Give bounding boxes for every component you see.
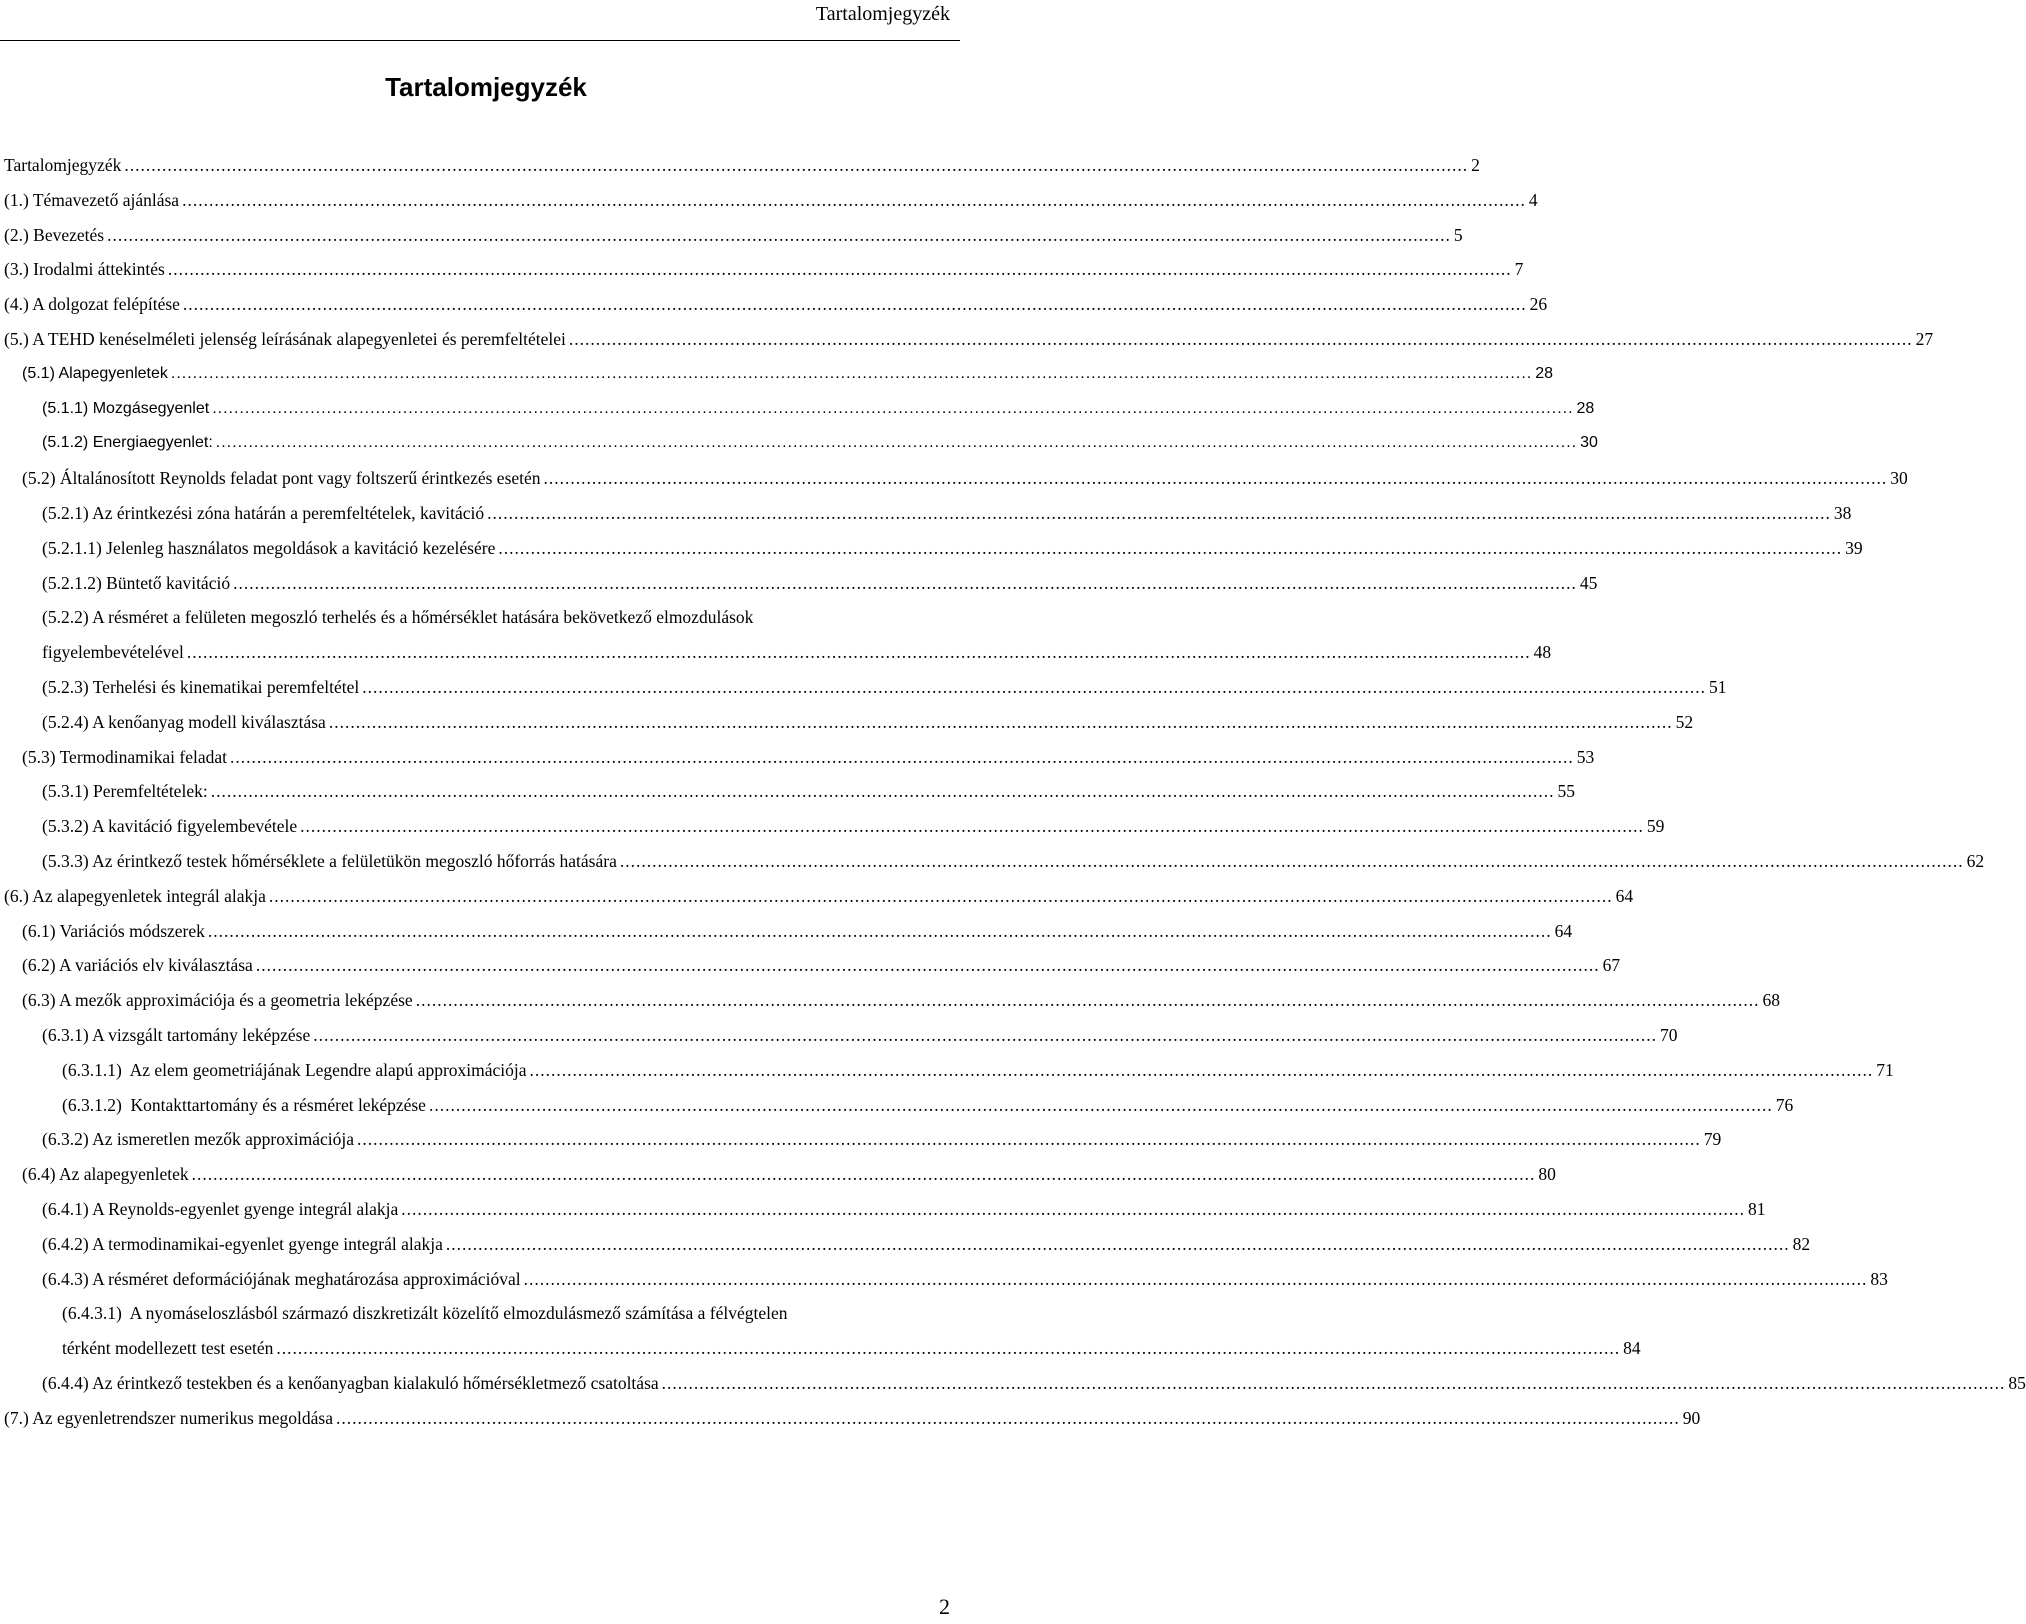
toc-entry-label: (6.2) A variációs elv kiválasztása <box>22 955 253 976</box>
toc-entry-label: (5.3.3) Az érintkező testek hőmérséklete a felületükön megoszló hőforrás hatására <box>42 850 617 871</box>
toc-entry-label: (6.4.4) Az érintkező testekben és a kenőanyagban kialakuló hőmérsékletmező csatoltása <box>42 1372 659 1393</box>
header-rule <box>0 40 960 41</box>
toc-entry[interactable] <box>0 705 1694 740</box>
toc-entry-page: 28 <box>1535 364 1553 382</box>
toc-entry-page: 67 <box>1602 955 1621 976</box>
toc-entry[interactable] <box>0 1227 1811 1262</box>
toc-entry[interactable] <box>0 531 1863 566</box>
toc-entry-page: 2 <box>1471 155 1480 175</box>
toc-entry-label: Tartalomjegyzék <box>4 155 122 175</box>
toc-entry-page: 53 <box>1576 746 1595 767</box>
dot-leader <box>124 148 1468 183</box>
toc-entry[interactable] <box>0 635 1552 670</box>
toc-entry-page: 64 <box>1615 885 1634 906</box>
toc-entry-page: 7 <box>1514 259 1524 280</box>
toc-entry-page: 38 <box>1833 502 1852 523</box>
toc-entry-page: 64 <box>1554 920 1573 941</box>
toc-entry-label: (6.1) Variációs módszerek <box>22 920 205 941</box>
dot-leader <box>233 566 1577 601</box>
toc-entry-label: (5.2) Általánosított Reynolds feladat pont vagy foltszerű érintkezés esetén <box>22 468 541 489</box>
dot-leader <box>544 461 1888 496</box>
dot-leader <box>269 879 1613 914</box>
toc-entry[interactable] <box>0 844 1985 879</box>
dot-leader <box>300 809 1644 844</box>
dot-leader <box>276 1331 1620 1366</box>
toc-entry-label: (7.) Az egyenletrendszer numerikus megoldása <box>4 1407 333 1428</box>
toc-entry[interactable] <box>0 322 1934 357</box>
dot-leader <box>357 1122 1701 1157</box>
toc-entry[interactable] <box>0 948 1621 983</box>
dot-leader <box>256 948 1600 983</box>
toc-entry[interactable] <box>0 1018 1678 1053</box>
toc-entry-wrapped-label[interactable]: (5.2.2) A résméret a felületen megoszló terhelés és a hőmérséklet hatására bekövetkező elmozdulások <box>42 607 754 628</box>
toc-entry-label: (3.) Irodalmi áttekintés <box>4 259 165 280</box>
toc-entry[interactable] <box>0 252 1524 287</box>
dot-leader <box>216 426 1577 461</box>
toc-entry-label: (5.1) Alapegyenletek <box>22 364 168 382</box>
toc-entry-label: (6.3.1.2) Kontakttartomány és a résméret leképzése <box>62 1094 426 1115</box>
dot-leader <box>446 1227 1790 1262</box>
toc-entry-label: (6.3.1.1) Az elem geometriájának Legendre alapú approximációja <box>62 1059 527 1080</box>
toc-entry-label: (5.1.1) Mozgásegyenlet <box>42 399 210 417</box>
toc-entry-page: 79 <box>1703 1129 1722 1150</box>
dot-leader <box>569 322 1913 357</box>
toc-entry-page: 83 <box>1870 1268 1888 1289</box>
toc-entry[interactable] <box>0 1331 1641 1366</box>
toc-entry-page: 30 <box>1580 434 1598 452</box>
toc-entry-page: 4 <box>1528 189 1538 210</box>
toc-entry[interactable] <box>0 426 1598 461</box>
toc-entry[interactable] <box>0 218 1463 253</box>
toc-entry-page: 59 <box>1646 816 1665 837</box>
toc-entry[interactable] <box>0 1401 1701 1436</box>
toc-entry-label: (5.2.3) Terhelési és kinematikai peremfeltétel <box>42 676 360 697</box>
toc-entry-page: 85 <box>2008 1372 2026 1393</box>
toc-entry[interactable] <box>0 1122 1722 1157</box>
toc-entry-label: (5.3.1) Peremfeltételek: <box>42 781 208 802</box>
toc-entry[interactable] <box>0 983 1780 1018</box>
toc-entry-page: 70 <box>1660 1024 1678 1045</box>
toc-entry-page: 5 <box>1453 224 1463 245</box>
toc-entry-label: (5.3.2) A kavitáció figyelembevétele <box>42 816 298 837</box>
toc-entry[interactable] <box>0 670 1727 705</box>
dot-leader <box>208 914 1552 949</box>
toc-entry-page: 81 <box>1747 1198 1766 1219</box>
toc-entry-label: (6.4) Az alapegyenletek <box>22 1164 189 1185</box>
toc-entry-page: 55 <box>1557 781 1575 802</box>
dot-leader <box>168 252 1512 287</box>
toc-entry-page: 27 <box>1915 328 1934 349</box>
dot-leader <box>401 1192 1745 1227</box>
dot-leader <box>192 1157 1536 1192</box>
toc-entry-page: 76 <box>1775 1094 1794 1115</box>
toc-entry-page: 80 <box>1538 1164 1556 1185</box>
toc-entry-label: (2.) Bevezetés <box>4 224 105 245</box>
toc-entry[interactable] <box>0 740 1595 775</box>
toc-entry-page: 39 <box>1845 537 1863 558</box>
toc-entry[interactable] <box>0 1088 1794 1123</box>
toc-entry-page: 82 <box>1792 1233 1811 1254</box>
toc-entry-label: (5.2.1) Az érintkezési zóna határán a peremfeltételek, kavitáció <box>42 502 485 523</box>
toc-entry-page: 30 <box>1890 468 1908 489</box>
dot-leader <box>329 705 1673 740</box>
dot-leader <box>212 392 1573 427</box>
toc-entry-page: 62 <box>1966 850 1985 871</box>
toc-entry[interactable] <box>0 879 1634 914</box>
toc-entry[interactable] <box>0 566 1598 601</box>
dot-leader <box>336 1401 1680 1436</box>
toc-entry-page: 45 <box>1579 572 1598 593</box>
toc-entry[interactable] <box>0 357 1553 392</box>
dot-leader <box>182 183 1526 218</box>
toc-entry-page: 51 <box>1708 676 1727 697</box>
toc-entry[interactable] <box>0 148 1480 183</box>
table-of-contents <box>0 148 2026 1435</box>
toc-entry[interactable] <box>0 392 1595 427</box>
toc-entry[interactable] <box>0 496 1852 531</box>
dot-leader <box>620 844 1964 879</box>
toc-entry[interactable] <box>0 1053 1894 1088</box>
toc-entry-page: 84 <box>1623 1338 1641 1359</box>
toc-entry-label: (6.4.1) A Reynolds-egyenlet gyenge integrál alakja <box>42 1198 399 1219</box>
toc-entry-label: (6.4.2) A termodinamikai-egyenlet gyenge integrál alakja <box>42 1233 443 1254</box>
toc-entry-continuation: figyelembevételével <box>42 642 184 663</box>
dot-leader <box>187 635 1531 670</box>
toc-entry-continuation: térként modellezett test esetén <box>62 1338 274 1359</box>
running-header: Tartalomjegyzék <box>815 3 950 25</box>
dot-leader <box>183 287 1527 322</box>
toc-entry-page: 26 <box>1529 294 1548 315</box>
toc-entry-label: (6.3) A mezők approximációja és a geometria leképzése <box>22 990 413 1011</box>
toc-entry-label: (5.2.1.2) Büntető kavitáció <box>42 572 231 593</box>
toc-entry-wrapped-label[interactable]: (6.4.3.1) A nyomáseloszlásból származó diszkretizált közelítő elmozdulásmező számítása a félvégtelen <box>62 1303 788 1324</box>
toc-entry-label: (5.3) Termodinamikai feladat <box>22 746 227 767</box>
dot-leader <box>487 496 1831 531</box>
toc-entry[interactable] <box>0 287 1548 322</box>
toc-entry-page: 71 <box>1876 1059 1894 1080</box>
toc-entry[interactable] <box>0 914 1573 949</box>
dot-leader <box>662 1366 2006 1401</box>
toc-entry-label: (5.2.1.1) Jelenleg használatos megoldások a kavitáció kezelésére <box>42 537 496 558</box>
dot-leader <box>313 1018 1657 1053</box>
dot-leader <box>498 531 1842 566</box>
toc-entry[interactable] <box>0 1262 1888 1297</box>
dot-leader <box>530 1053 1874 1088</box>
dot-leader <box>211 774 1555 809</box>
toc-entry-page: 48 <box>1533 642 1552 663</box>
toc-entry-page: 52 <box>1675 711 1694 732</box>
toc-entry[interactable] <box>0 774 1575 809</box>
dot-leader <box>230 740 1574 775</box>
toc-entry[interactable] <box>0 1366 2026 1401</box>
toc-entry-label: (4.) A dolgozat felépítése <box>4 294 180 315</box>
toc-entry-label: (5.) A TEHD kenéselméleti jelenség leírásának alapegyenletei és peremfeltételei <box>4 328 566 349</box>
toc-entry-label: (6.4.3) A résméret deformációjának meghatározása approximációval <box>42 1268 521 1289</box>
toc-entry[interactable] <box>0 1192 1766 1227</box>
toc-entry-page: 90 <box>1682 1407 1701 1428</box>
toc-entry-page: 68 <box>1762 990 1780 1011</box>
toc-entry-label: (1.) Témavezető ajánlása <box>4 189 180 210</box>
dot-leader <box>171 357 1532 392</box>
toc-entry[interactable] <box>0 809 1665 844</box>
toc-entry[interactable] <box>0 1157 1556 1192</box>
toc-entry[interactable] <box>0 183 1538 218</box>
toc-entry-label: (5.1.2) Energiaegyenlet: <box>42 434 213 452</box>
dot-leader <box>429 1088 1773 1123</box>
toc-entry-label: (6.3.2) Az ismeretlen mezők approximációja <box>42 1129 354 1150</box>
toc-entry-label: (6.) Az alapegyenletek integrál alakja <box>4 885 266 906</box>
toc-entry[interactable] <box>0 461 1908 496</box>
dot-leader <box>107 218 1451 253</box>
toc-entry-label: (5.2.4) A kenőanyag modell kiválasztása <box>42 711 326 732</box>
toc-entry-label: (6.3.1) A vizsgált tartomány leképzése <box>42 1024 311 1045</box>
dot-leader <box>524 1262 1868 1297</box>
page-title: Tartalomjegyzék <box>385 72 587 102</box>
dot-leader <box>416 983 1760 1018</box>
dot-leader <box>362 670 1706 705</box>
toc-entry-page: 28 <box>1576 399 1595 417</box>
page-number: 2 <box>939 1594 950 1619</box>
